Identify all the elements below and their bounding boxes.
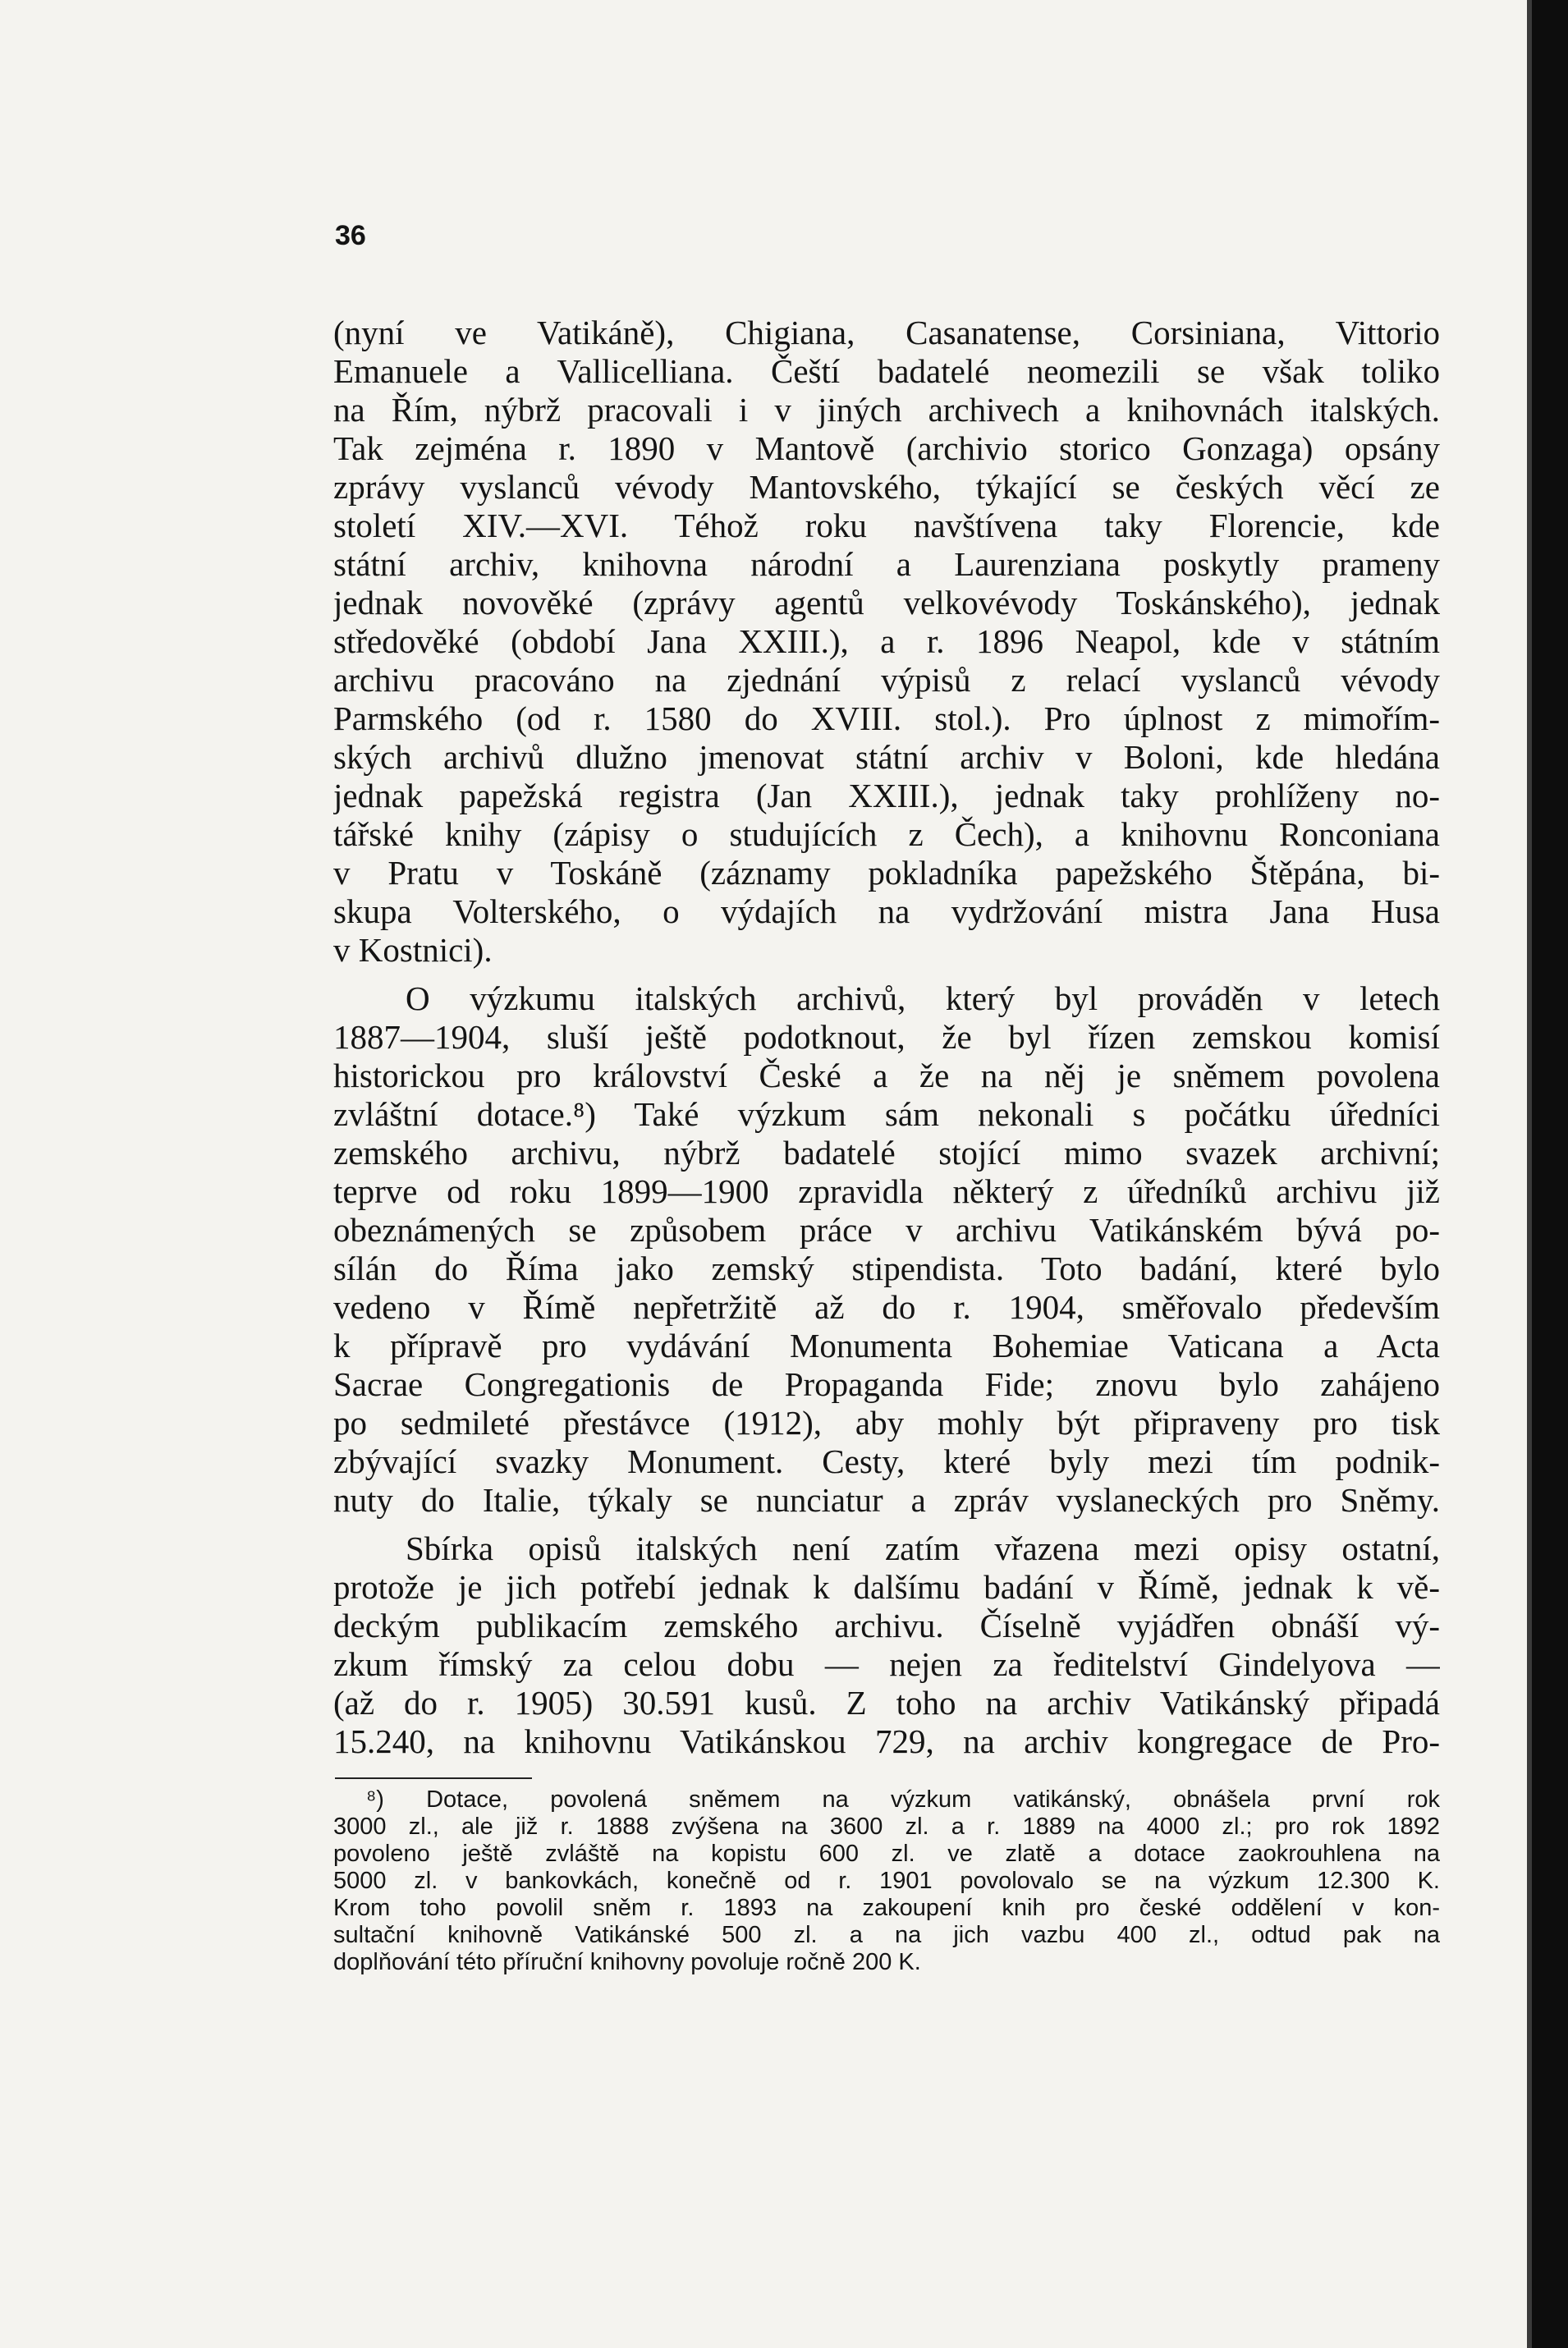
footnote-line: ⁸) Dotace, povolená sněmem na výzkum vatikánský, obnášela první rok: [366, 1786, 1440, 1813]
text-line: nuty do Italie, týkaly se nunciatur a zpráv vyslaneckých pro Sněmy.: [333, 1481, 1440, 1519]
text-line: zbývající svazky Monument. Cesty, které byly mezi tím podnik-: [333, 1442, 1440, 1480]
footnote-line: 3000 zl., ale již r. 1888 zvýšena na 3600 zl. a r. 1889 na 4000 zl.; pro rok 1892: [333, 1814, 1440, 1840]
text-line: archivu pracováno na zjednání výpisů z relací vyslanců vévody: [333, 661, 1440, 699]
footnote-line: 5000 zl. v bankovkách, konečně od r. 1901 povolovalo se na výzkum 12.300 K.: [333, 1868, 1440, 1894]
text-line: (nyní ve Vatikáně), Chigiana, Casanatense, Corsiniana, Vittorio: [333, 314, 1440, 351]
body-text: [333, 314, 1440, 1761]
footnotes: [333, 1786, 1440, 1976]
text-line: zvláštní dotace.⁸) Také výzkum sám nekonali s počátku úředníci: [333, 1095, 1440, 1133]
text-line: Tak zejména r. 1890 v Mantově (archivio storico Gonzaga) opsány: [333, 429, 1440, 467]
text-line: (až do r. 1905) 30.591 kusů. Z toho na archiv Vatikánský připadá: [333, 1684, 1440, 1722]
text-line: protože je jich potřebí jednak k dalšímu badání v Římě, jednak k vě-: [333, 1568, 1440, 1606]
text-line: tářské knihy (zápisy o studujících z Čech), a knihovnu Ronconiana: [333, 815, 1440, 853]
text-line: O výzkumu italských archivů, který byl prováděn v letech: [406, 979, 1440, 1017]
text-line: zprávy vyslanců vévody Mantovského, týkající se českých věcí ze: [333, 468, 1440, 506]
text-line: ských archivů dlužno jmenovat státní archiv v Boloni, kde hledána: [333, 738, 1440, 776]
text-line: jednak papežská registra (Jan XXIII.), jednak taky prohlíženy no-: [333, 777, 1440, 814]
text-line: Sacrae Congregationis de Propaganda Fide; znovu bylo zahájeno: [333, 1365, 1440, 1403]
text-line: obeznámených se způsobem práce v archivu Vatikánském bývá po-: [333, 1211, 1440, 1249]
text-line: k přípravě pro vydávání Monumenta Bohemiae Vaticana a Acta: [333, 1327, 1440, 1364]
text-line: teprve od roku 1899—1900 zpravidla některý z úředníků archivu již: [333, 1172, 1440, 1210]
text-line: skupa Volterského, o výdajích na vydržování mistra Jana Husa: [333, 892, 1440, 930]
text-line: v Kostnici).: [333, 931, 493, 969]
text-line: vedeno v Římě nepřetržitě až do r. 1904, směřovalo především: [333, 1288, 1440, 1326]
text-line: Parmského (od r. 1580 do XVIII. stol.). Pro úplnost z mimořím-: [333, 699, 1440, 737]
text-line: po sedmileté přestávce (1912), aby mohly být připraveny pro tisk: [333, 1404, 1440, 1442]
text-line: zkum římský za celou dobu — nejen za ředitelství Gindelyova —: [333, 1645, 1440, 1683]
scan-edge-shadow: [1527, 0, 1532, 2348]
paragraph-gap: [333, 970, 1440, 979]
text-line: na Řím, nýbrž pracovali i v jiných archivech a knihovnách italských.: [333, 391, 1440, 429]
text-line: sílán do Říma jako zemský stipendista. Toto badání, které bylo: [333, 1250, 1440, 1287]
footnote-divider: [335, 1777, 532, 1779]
text-line: v Pratu v Toskáně (záznamy pokladníka papežského Štěpána, bi-: [333, 854, 1440, 892]
footnote-line: Krom toho povolil sněm r. 1893 na zakoupení knih pro české oddělení v kon-: [333, 1895, 1440, 1921]
text-line: státní archiv, knihovna národní a Laurenziana poskytly prameny: [333, 545, 1440, 583]
text-line: jednak novověké (zprávy agentů velkovévody Toskánského), jednak: [333, 584, 1440, 621]
text-line: Sbírka opisů italských není zatím vřazena mezi opisy ostatní,: [406, 1529, 1440, 1567]
page-number: 36: [335, 220, 366, 251]
footnote-line: doplňování této příruční knihovny povoluje ročně 200 K.: [333, 1949, 921, 1975]
text-line: středověké (období Jana XXIII.), a r. 1896 Neapol, kde v státním: [333, 622, 1440, 660]
text-line: 1887—1904, sluší ještě podotknout, že byl řízen zemskou komisí: [333, 1018, 1440, 1056]
footnote-line: sultační knihovně Vatikánské 500 zl. a na jich vazbu 400 zl., odtud pak na: [333, 1922, 1440, 1948]
text-line: 15.240, na knihovnu Vatikánskou 729, na archiv kongregace de Pro-: [333, 1722, 1440, 1760]
paragraph-gap: [333, 1520, 1440, 1529]
scan-edge-dark: [1532, 0, 1568, 2348]
text-line: historickou pro království České a že na něj je sněmem povolena: [333, 1057, 1440, 1094]
text-line: zemského archivu, nýbrž badatelé stojící mimo svazek archivní;: [333, 1134, 1440, 1172]
text-line: deckým publikacím zemského archivu. Číselně vyjádřen obnáší vý-: [333, 1607, 1440, 1644]
text-line: Emanuele a Vallicelliana. Čeští badatelé neomezili se však toliko: [333, 352, 1440, 390]
footnote-line: povoleno ještě zvláště na kopistu 600 zl. ve zlatě a dotace zaokrouhlena na: [333, 1841, 1440, 1867]
text-line: století XIV.—XVI. Téhož roku navštívena taky Florencie, kde: [333, 507, 1440, 544]
